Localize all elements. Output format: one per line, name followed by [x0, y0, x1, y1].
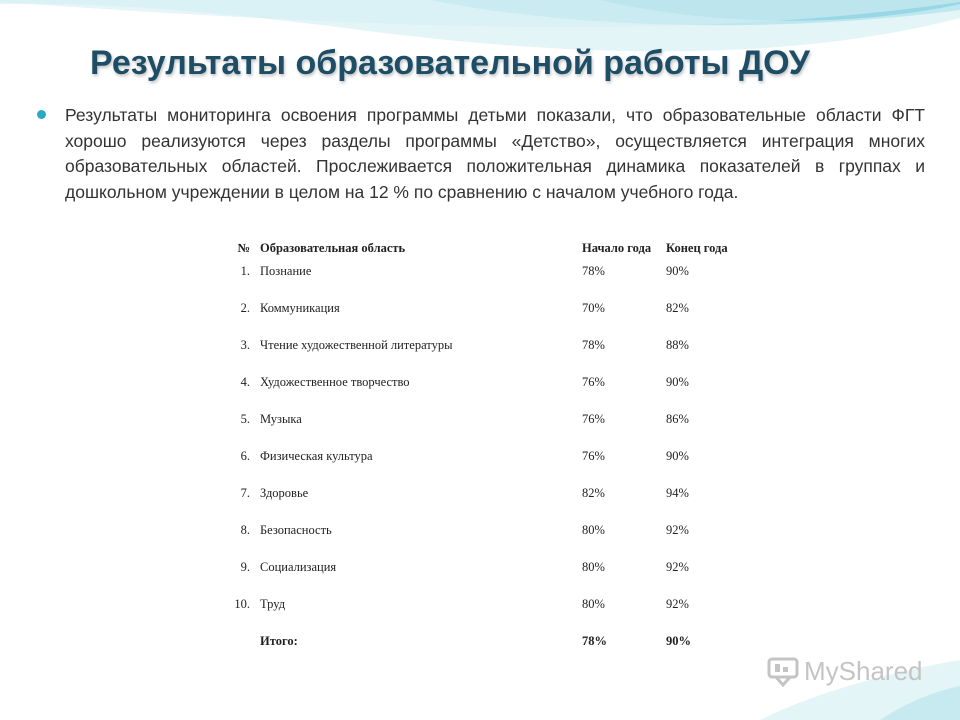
row-num: 7. — [240, 486, 250, 500]
header-end: Конец года — [666, 241, 728, 255]
row-num: 2. — [240, 301, 250, 315]
row-start: 70% — [582, 301, 605, 315]
watermark-text: MyShared — [804, 656, 923, 686]
row-end: 92% — [666, 523, 689, 537]
results-table — [218, 236, 740, 667]
row-num: 3. — [240, 338, 250, 352]
row-num: 4. — [240, 375, 250, 389]
row-area: Безопасность — [260, 523, 332, 537]
table-row — [218, 482, 740, 519]
row-area: Познание — [260, 264, 312, 278]
row-area: Музыка — [260, 412, 302, 426]
myshared-logo-icon — [766, 657, 800, 687]
row-area: Чтение художественной литературы — [260, 338, 453, 352]
table-row — [218, 371, 740, 408]
row-end: 92% — [666, 560, 689, 574]
row-start: 76% — [582, 375, 605, 389]
row-end: 82% — [666, 301, 689, 315]
header-start: Начало года — [582, 241, 652, 255]
table-total-row — [218, 630, 740, 667]
total-start: 78% — [582, 634, 607, 648]
row-num: 8. — [240, 523, 250, 537]
table-header-row — [218, 236, 740, 260]
header-area: Образовательная область — [260, 241, 406, 255]
row-area: Труд — [260, 597, 286, 611]
intro-paragraph: Результаты мониторинга освоения программы детьми показали, что образовательные области ФГТ хорошо реализуются через разделы программы «Детство», осуществляется интеграция многих образовательных областей. Прослеживается положительная динамика показателей в группах и дошкольном учреждении в целом на 12 % по сравнению с началом учебного года. — [65, 105, 925, 202]
total-label: Итого: — [260, 634, 298, 648]
table-row — [218, 297, 740, 334]
row-start: 76% — [582, 449, 605, 463]
row-end: 90% — [666, 264, 689, 278]
row-area: Социализация — [260, 560, 337, 574]
table-row — [218, 334, 740, 371]
row-start: 80% — [582, 597, 605, 611]
row-area: Коммуникация — [260, 301, 340, 315]
myshared-watermark — [766, 656, 923, 687]
row-end: 94% — [666, 486, 689, 500]
row-end: 90% — [666, 449, 689, 463]
header-num: № — [237, 241, 250, 255]
table-row — [218, 260, 740, 297]
bullet-dot-icon — [37, 110, 46, 119]
row-start: 82% — [582, 486, 605, 500]
row-num: 10. — [234, 597, 250, 611]
slide-title: Результаты образовательной работы ДОУ — [90, 44, 810, 82]
row-end: 90% — [666, 375, 689, 389]
row-area: Художественное творчество — [260, 375, 410, 389]
total-num-cell — [218, 630, 256, 667]
table-row — [218, 556, 740, 593]
table-row — [218, 445, 740, 482]
row-area: Физическая культура — [260, 449, 373, 463]
row-start: 78% — [582, 338, 605, 352]
row-start: 80% — [582, 560, 605, 574]
row-start: 78% — [582, 264, 605, 278]
row-start: 76% — [582, 412, 605, 426]
row-num: 9. — [240, 560, 250, 574]
row-end: 92% — [666, 597, 689, 611]
row-num: 5. — [240, 412, 250, 426]
row-num: 6. — [240, 449, 250, 463]
row-start: 80% — [582, 523, 605, 537]
table-row — [218, 593, 740, 630]
row-num: 1. — [240, 264, 250, 278]
table-row — [218, 408, 740, 445]
row-area: Здоровье — [260, 486, 309, 500]
table-row — [218, 519, 740, 556]
total-end: 90% — [666, 634, 691, 648]
row-end: 86% — [666, 412, 689, 426]
row-end: 88% — [666, 338, 689, 352]
